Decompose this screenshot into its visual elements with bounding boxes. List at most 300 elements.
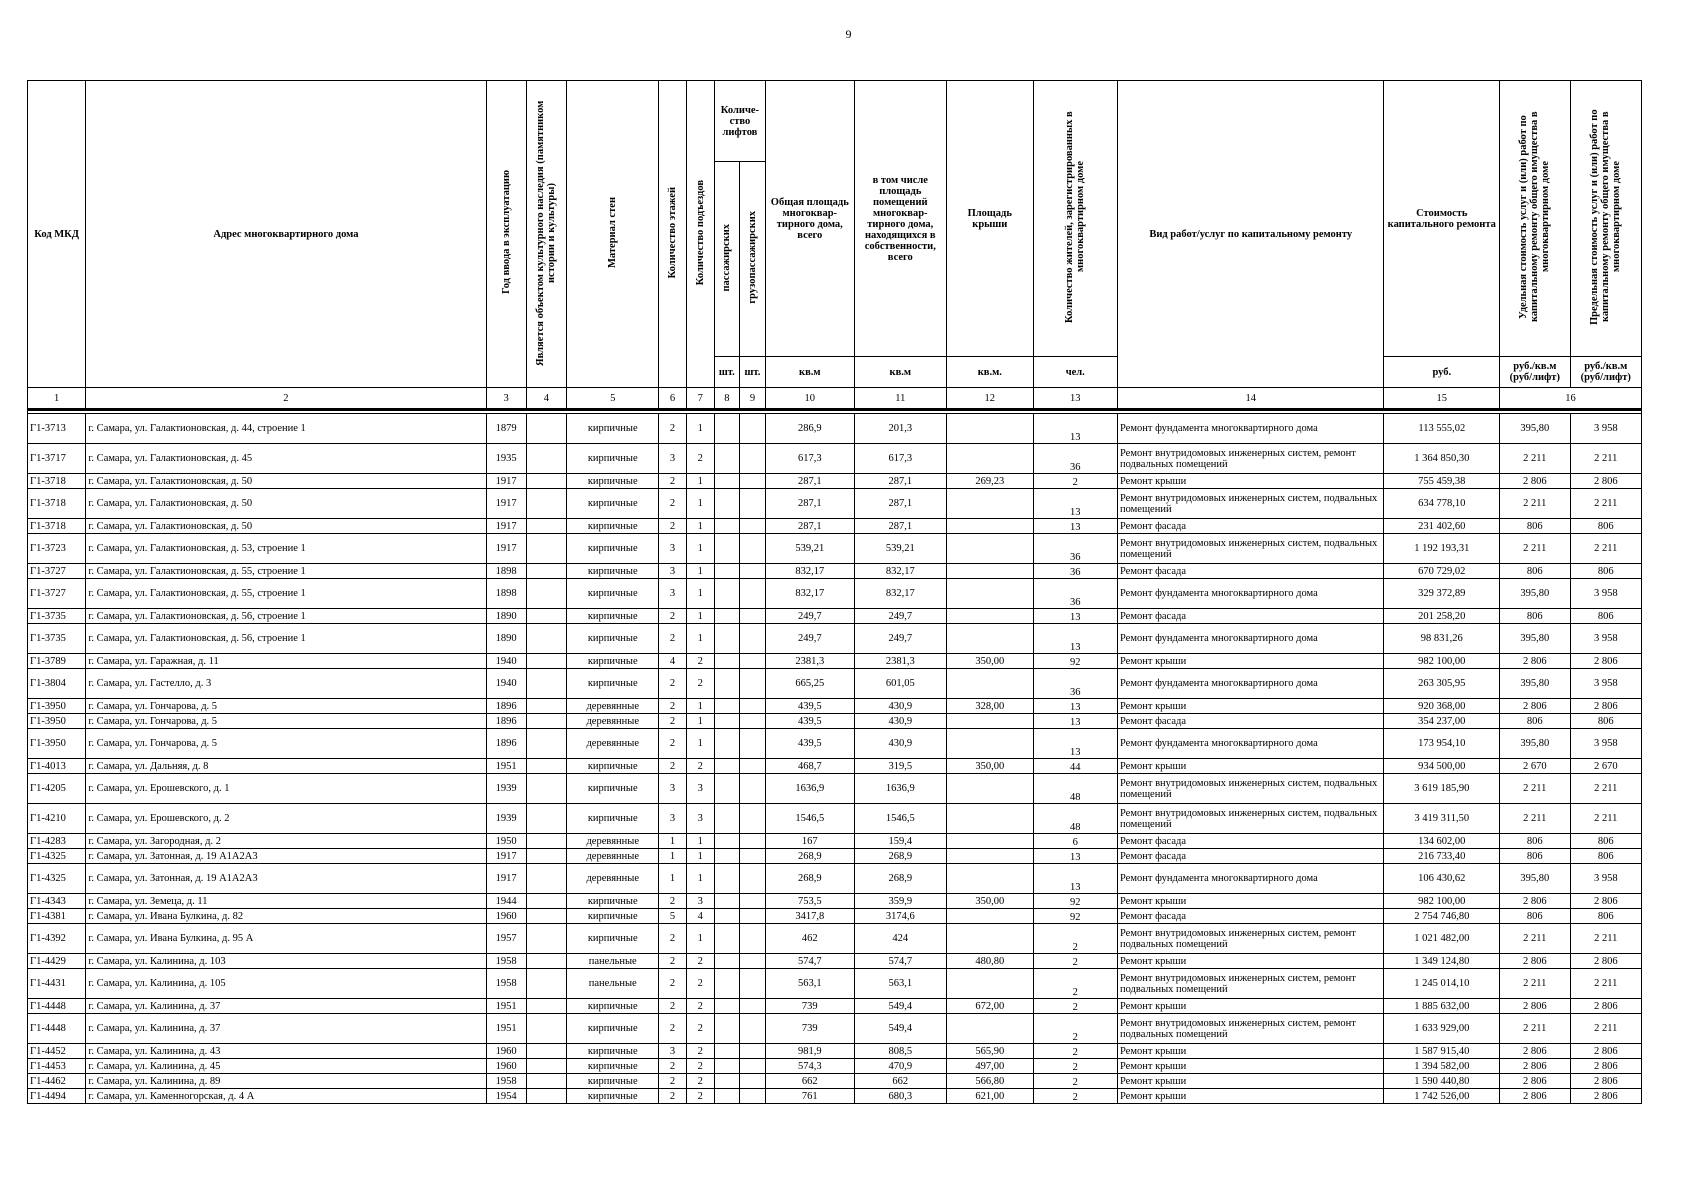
cost-cell: 231 402,60 bbox=[1384, 519, 1500, 534]
unit-cost: руб. bbox=[1384, 357, 1500, 388]
year-cell: 1939 bbox=[486, 774, 526, 804]
mkd-code: Г1-3717 bbox=[28, 444, 86, 474]
lifts-passenger-cell bbox=[714, 969, 739, 999]
header-cost: Стоимость капитального ремонта bbox=[1384, 81, 1500, 357]
roof-area-cell bbox=[947, 624, 1033, 654]
residents-cell: 92 bbox=[1033, 894, 1117, 909]
lifts-cargo-cell bbox=[739, 729, 765, 759]
year-cell: 1898 bbox=[486, 579, 526, 609]
heritage-cell bbox=[526, 1014, 566, 1044]
mkd-code: Г1-3723 bbox=[28, 534, 86, 564]
roof-area-cell: 497,00 bbox=[947, 1059, 1033, 1074]
unit-cost-cell: 395,80 bbox=[1500, 669, 1570, 699]
total-area-cell: 574,3 bbox=[766, 1059, 854, 1074]
table-row bbox=[28, 834, 1642, 849]
unit-cost-cell: 2 806 bbox=[1500, 999, 1570, 1014]
address-cell: г. Самара, ул. Галактионовская, д. 55, строение 1 bbox=[86, 564, 486, 579]
cost-cell: 1 192 193,31 bbox=[1384, 534, 1500, 564]
mkd-code: Г1-4494 bbox=[28, 1089, 86, 1104]
table-row bbox=[28, 774, 1642, 804]
table-row bbox=[28, 909, 1642, 924]
header-code: Код МКД bbox=[28, 81, 86, 388]
heritage-cell bbox=[526, 1074, 566, 1089]
owned-area-cell: 617,3 bbox=[854, 444, 947, 474]
mkd-code: Г1-4448 bbox=[28, 1014, 86, 1044]
material-cell: кирпичные bbox=[566, 924, 659, 954]
roof-area-cell bbox=[947, 849, 1033, 864]
table-row bbox=[28, 669, 1642, 699]
col-number: 15 bbox=[1384, 388, 1500, 410]
work-type-cell: Ремонт фундамента многоквартирного дома bbox=[1117, 624, 1383, 654]
roof-area-cell bbox=[947, 489, 1033, 519]
header-floors-text: Количество этажей bbox=[667, 186, 679, 279]
entrances-cell: 1 bbox=[686, 414, 714, 444]
col-number: 9 bbox=[739, 388, 765, 410]
mkd-code: Г1-3950 bbox=[28, 699, 86, 714]
mkd-code: Г1-4392 bbox=[28, 924, 86, 954]
material-cell: кирпичные bbox=[566, 1089, 659, 1104]
material-cell: кирпичные bbox=[566, 774, 659, 804]
year-cell: 1935 bbox=[486, 444, 526, 474]
header-lifts-cargo-text: грузопассажирских bbox=[746, 211, 758, 304]
work-type-cell: Ремонт крыши bbox=[1117, 474, 1383, 489]
max-cost-cell: 2 806 bbox=[1570, 1044, 1642, 1059]
lifts-cargo-cell bbox=[739, 864, 765, 894]
cost-cell: 1 245 014,10 bbox=[1384, 969, 1500, 999]
owned-area-cell: 680,3 bbox=[854, 1089, 947, 1104]
table-row bbox=[28, 954, 1642, 969]
total-area-cell: 468,7 bbox=[766, 759, 854, 774]
table-row bbox=[28, 414, 1642, 444]
residents-cell: 13 bbox=[1033, 609, 1117, 624]
work-type-cell: Ремонт внутридомовых инженерных систем, ремонт подвальных помещений bbox=[1117, 1014, 1383, 1044]
residents-cell: 13 bbox=[1033, 729, 1117, 759]
header-residents bbox=[1033, 81, 1117, 357]
owned-area-cell: 287,1 bbox=[854, 519, 947, 534]
max-cost-cell: 3 958 bbox=[1570, 864, 1642, 894]
header-lifts-passenger-text: пассажирских bbox=[721, 223, 733, 292]
address-cell: г. Самара, ул. Галактионовская, д. 50 bbox=[86, 474, 486, 489]
lifts-cargo-cell bbox=[739, 579, 765, 609]
max-cost-cell: 806 bbox=[1570, 564, 1642, 579]
address-cell: г. Самара, ул. Загородная, д. 2 bbox=[86, 834, 486, 849]
cost-cell: 1 742 526,00 bbox=[1384, 1089, 1500, 1104]
max-cost-cell: 3 958 bbox=[1570, 414, 1642, 444]
roof-area-cell: 480,80 bbox=[947, 954, 1033, 969]
roof-area-cell bbox=[947, 834, 1033, 849]
year-cell: 1917 bbox=[486, 474, 526, 489]
mkd-code: Г1-4453 bbox=[28, 1059, 86, 1074]
total-area-cell: 287,1 bbox=[766, 489, 854, 519]
residents-cell: 48 bbox=[1033, 774, 1117, 804]
floors-cell: 3 bbox=[659, 774, 686, 804]
residents-cell: 13 bbox=[1033, 519, 1117, 534]
mkd-code: Г1-4429 bbox=[28, 954, 86, 969]
year-cell: 1917 bbox=[486, 864, 526, 894]
lifts-cargo-cell bbox=[739, 1014, 765, 1044]
material-cell: деревянные bbox=[566, 834, 659, 849]
header-max-cost bbox=[1570, 81, 1642, 357]
header-work-type: Вид работ/услуг по капитальному ремонту bbox=[1117, 81, 1383, 388]
total-area-cell: 287,1 bbox=[766, 519, 854, 534]
unit-cost-cell: 2 670 bbox=[1500, 759, 1570, 774]
lifts-passenger-cell bbox=[714, 669, 739, 699]
work-type-cell: Ремонт фундамента многоквартирного дома bbox=[1117, 669, 1383, 699]
floors-cell: 1 bbox=[659, 849, 686, 864]
floors-cell: 2 bbox=[659, 954, 686, 969]
unit-roof-area: кв.м. bbox=[947, 357, 1033, 388]
entrances-cell: 1 bbox=[686, 849, 714, 864]
year-cell: 1954 bbox=[486, 1089, 526, 1104]
work-type-cell: Ремонт внутридомовых инженерных систем, подвальных помещений bbox=[1117, 489, 1383, 519]
heritage-cell bbox=[526, 654, 566, 669]
table-row bbox=[28, 714, 1642, 729]
header-max-cost-text: Предельная стоимость услуг и (или) работ по капитальному ремонту общего имущества в многоквартирном доме bbox=[1589, 109, 1623, 325]
lifts-passenger-cell bbox=[714, 564, 739, 579]
floors-cell: 2 bbox=[659, 999, 686, 1014]
entrances-cell: 4 bbox=[686, 909, 714, 924]
heritage-cell bbox=[526, 1044, 566, 1059]
entrances-cell: 2 bbox=[686, 1014, 714, 1044]
lifts-cargo-cell bbox=[739, 774, 765, 804]
floors-cell: 3 bbox=[659, 579, 686, 609]
max-cost-cell: 2 806 bbox=[1570, 1059, 1642, 1074]
max-cost-cell: 806 bbox=[1570, 909, 1642, 924]
unit-cost-cell: 2 806 bbox=[1500, 1089, 1570, 1104]
roof-area-cell: 328,00 bbox=[947, 699, 1033, 714]
mkd-code: Г1-4210 bbox=[28, 804, 86, 834]
cost-cell: 2 754 746,80 bbox=[1384, 909, 1500, 924]
material-cell: кирпичные bbox=[566, 669, 659, 699]
mkd-code: Г1-4343 bbox=[28, 894, 86, 909]
table-row bbox=[28, 489, 1642, 519]
unit-cost-cell: 395,80 bbox=[1500, 624, 1570, 654]
cost-cell: 1 349 124,80 bbox=[1384, 954, 1500, 969]
floors-cell: 4 bbox=[659, 654, 686, 669]
max-cost-cell: 806 bbox=[1570, 519, 1642, 534]
lifts-cargo-cell bbox=[739, 1059, 765, 1074]
work-type-cell: Ремонт крыши bbox=[1117, 654, 1383, 669]
lifts-passenger-cell bbox=[714, 999, 739, 1014]
material-cell: кирпичные bbox=[566, 1059, 659, 1074]
entrances-cell: 1 bbox=[686, 729, 714, 759]
mkd-code: Г1-3804 bbox=[28, 669, 86, 699]
residents-cell: 92 bbox=[1033, 909, 1117, 924]
lifts-passenger-cell bbox=[714, 1059, 739, 1074]
total-area-cell: 249,7 bbox=[766, 624, 854, 654]
max-cost-cell: 2 211 bbox=[1570, 489, 1642, 519]
address-cell: г. Самара, ул. Галактионовская, д. 56, строение 1 bbox=[86, 624, 486, 654]
roof-area-cell bbox=[947, 909, 1033, 924]
table-row bbox=[28, 444, 1642, 474]
entrances-cell: 3 bbox=[686, 894, 714, 909]
col-number: 4 bbox=[526, 388, 566, 410]
max-cost-cell: 2 806 bbox=[1570, 654, 1642, 669]
lifts-passenger-cell bbox=[714, 609, 739, 624]
header-entrances-text: Количество подъездов bbox=[694, 179, 706, 286]
heritage-cell bbox=[526, 534, 566, 564]
residents-cell: 2 bbox=[1033, 1044, 1117, 1059]
owned-area-cell: 808,5 bbox=[854, 1044, 947, 1059]
entrances-cell: 2 bbox=[686, 654, 714, 669]
material-cell: кирпичные bbox=[566, 579, 659, 609]
unit-unit-cost: руб./кв.м (руб/лифт) bbox=[1500, 357, 1570, 388]
unit-cost-cell: 2 806 bbox=[1500, 1059, 1570, 1074]
table-row bbox=[28, 609, 1642, 624]
residents-cell: 2 bbox=[1033, 474, 1117, 489]
lifts-cargo-cell bbox=[739, 699, 765, 714]
entrances-cell: 2 bbox=[686, 999, 714, 1014]
unit-cost-cell: 2 211 bbox=[1500, 534, 1570, 564]
roof-area-cell bbox=[947, 864, 1033, 894]
lifts-cargo-cell bbox=[739, 954, 765, 969]
heritage-cell bbox=[526, 564, 566, 579]
total-area-cell: 539,21 bbox=[766, 534, 854, 564]
cost-cell: 755 459,38 bbox=[1384, 474, 1500, 489]
floors-cell: 2 bbox=[659, 969, 686, 999]
owned-area-cell: 832,17 bbox=[854, 564, 947, 579]
roof-area-cell bbox=[947, 774, 1033, 804]
table-row bbox=[28, 654, 1642, 669]
entrances-cell: 3 bbox=[686, 774, 714, 804]
owned-area-cell: 268,9 bbox=[854, 849, 947, 864]
year-cell: 1958 bbox=[486, 969, 526, 999]
mkd-code: Г1-4013 bbox=[28, 759, 86, 774]
table-row bbox=[28, 624, 1642, 654]
total-area-cell: 268,9 bbox=[766, 864, 854, 894]
lifts-passenger-cell bbox=[714, 954, 739, 969]
mkd-code: Г1-3718 bbox=[28, 489, 86, 519]
year-cell: 1896 bbox=[486, 714, 526, 729]
lifts-passenger-cell bbox=[714, 1089, 739, 1104]
unit-cost-cell: 2 211 bbox=[1500, 804, 1570, 834]
heritage-cell bbox=[526, 1089, 566, 1104]
work-type-cell: Ремонт фасада bbox=[1117, 909, 1383, 924]
year-cell: 1917 bbox=[486, 489, 526, 519]
lifts-passenger-cell bbox=[714, 909, 739, 924]
table-row bbox=[28, 804, 1642, 834]
residents-cell: 13 bbox=[1033, 624, 1117, 654]
owned-area-cell: 159,4 bbox=[854, 834, 947, 849]
roof-area-cell: 350,00 bbox=[947, 759, 1033, 774]
header-floors bbox=[659, 81, 686, 388]
owned-area-cell: 574,7 bbox=[854, 954, 947, 969]
unit-cost-cell: 2 806 bbox=[1500, 474, 1570, 489]
roof-area-cell: 350,00 bbox=[947, 654, 1033, 669]
header-year bbox=[486, 81, 526, 388]
lifts-cargo-cell bbox=[739, 999, 765, 1014]
heritage-cell bbox=[526, 894, 566, 909]
cost-cell: 634 778,10 bbox=[1384, 489, 1500, 519]
material-cell: кирпичные bbox=[566, 489, 659, 519]
header-lifts: Количе- ство лифтов bbox=[714, 81, 765, 162]
col-number: 10 bbox=[766, 388, 854, 410]
total-area-cell: 832,17 bbox=[766, 564, 854, 579]
address-cell: г. Самара, ул. Гончарова, д. 5 bbox=[86, 699, 486, 714]
year-cell: 1960 bbox=[486, 909, 526, 924]
max-cost-cell: 2 806 bbox=[1570, 474, 1642, 489]
total-area-cell: 3417,8 bbox=[766, 909, 854, 924]
floors-cell: 2 bbox=[659, 1014, 686, 1044]
lifts-passenger-cell bbox=[714, 1044, 739, 1059]
mkd-code: Г1-3950 bbox=[28, 714, 86, 729]
cost-cell: 982 100,00 bbox=[1384, 654, 1500, 669]
cost-cell: 1 587 915,40 bbox=[1384, 1044, 1500, 1059]
work-type-cell: Ремонт внутридомовых инженерных систем, подвальных помещений bbox=[1117, 774, 1383, 804]
lifts-passenger-cell bbox=[714, 1014, 739, 1044]
entrances-cell: 1 bbox=[686, 864, 714, 894]
address-cell: г. Самара, ул. Гастелло, д. 3 bbox=[86, 669, 486, 699]
mkd-code: Г1-4448 bbox=[28, 999, 86, 1014]
lifts-cargo-cell bbox=[739, 414, 765, 444]
residents-cell: 13 bbox=[1033, 849, 1117, 864]
lifts-cargo-cell bbox=[739, 564, 765, 579]
material-cell: кирпичные bbox=[566, 564, 659, 579]
material-cell: деревянные bbox=[566, 849, 659, 864]
col-number: 1 bbox=[28, 388, 86, 410]
owned-area-cell: 470,9 bbox=[854, 1059, 947, 1074]
work-type-cell: Ремонт фундамента многоквартирного дома bbox=[1117, 414, 1383, 444]
entrances-cell: 1 bbox=[686, 624, 714, 654]
col-number: 16 bbox=[1500, 388, 1642, 410]
material-cell: кирпичные bbox=[566, 624, 659, 654]
max-cost-cell: 3 958 bbox=[1570, 579, 1642, 609]
table-row bbox=[28, 924, 1642, 954]
residents-cell: 13 bbox=[1033, 414, 1117, 444]
col-number: 11 bbox=[854, 388, 947, 410]
entrances-cell: 1 bbox=[686, 519, 714, 534]
cost-cell: 263 305,95 bbox=[1384, 669, 1500, 699]
max-cost-cell: 806 bbox=[1570, 834, 1642, 849]
lifts-passenger-cell bbox=[714, 864, 739, 894]
work-type-cell: Ремонт внутридомовых инженерных систем, ремонт подвальных помещений bbox=[1117, 444, 1383, 474]
floors-cell: 2 bbox=[659, 894, 686, 909]
residents-cell: 2 bbox=[1033, 1074, 1117, 1089]
max-cost-cell: 2 211 bbox=[1570, 969, 1642, 999]
unit-cost-cell: 2 806 bbox=[1500, 654, 1570, 669]
heritage-cell bbox=[526, 699, 566, 714]
address-cell: г. Самара, ул. Галактионовская, д. 50 bbox=[86, 489, 486, 519]
owned-area-cell: 287,1 bbox=[854, 474, 947, 489]
roof-area-cell bbox=[947, 804, 1033, 834]
owned-area-cell: 1546,5 bbox=[854, 804, 947, 834]
table-header bbox=[28, 81, 1642, 410]
heritage-cell bbox=[526, 834, 566, 849]
entrances-cell: 2 bbox=[686, 1074, 714, 1089]
roof-area-cell bbox=[947, 534, 1033, 564]
year-cell: 1898 bbox=[486, 564, 526, 579]
max-cost-cell: 3 958 bbox=[1570, 729, 1642, 759]
unit-cost-cell: 2 211 bbox=[1500, 444, 1570, 474]
roof-area-cell: 565,90 bbox=[947, 1044, 1033, 1059]
unit-cost-cell: 806 bbox=[1500, 714, 1570, 729]
floors-cell: 2 bbox=[659, 924, 686, 954]
cost-cell: 354 237,00 bbox=[1384, 714, 1500, 729]
header-unit-cost-text: Удельная стоимость услуг и (или) работ по капитальному ремонту общего имущества в многоквартирном доме bbox=[1518, 111, 1552, 323]
col-number: 7 bbox=[686, 388, 714, 410]
floors-cell: 2 bbox=[659, 414, 686, 444]
unit-cost-cell: 806 bbox=[1500, 849, 1570, 864]
owned-area-cell: 359,9 bbox=[854, 894, 947, 909]
table-row bbox=[28, 864, 1642, 894]
heritage-cell bbox=[526, 444, 566, 474]
address-cell: г. Самара, ул. Калинина, д. 105 bbox=[86, 969, 486, 999]
heritage-cell bbox=[526, 624, 566, 654]
max-cost-cell: 2 806 bbox=[1570, 699, 1642, 714]
entrances-cell: 1 bbox=[686, 579, 714, 609]
year-cell: 1939 bbox=[486, 804, 526, 834]
owned-area-cell: 1636,9 bbox=[854, 774, 947, 804]
max-cost-cell: 3 958 bbox=[1570, 624, 1642, 654]
material-cell: кирпичные bbox=[566, 759, 659, 774]
lifts-cargo-cell bbox=[739, 759, 765, 774]
capital-repair-table bbox=[27, 80, 1642, 1104]
roof-area-cell bbox=[947, 414, 1033, 444]
col-number: 5 bbox=[566, 388, 659, 410]
unit-cost-cell: 806 bbox=[1500, 609, 1570, 624]
floors-cell: 2 bbox=[659, 759, 686, 774]
entrances-cell: 1 bbox=[686, 474, 714, 489]
col-number: 13 bbox=[1033, 388, 1117, 410]
unit-cost-cell: 806 bbox=[1500, 519, 1570, 534]
lifts-cargo-cell bbox=[739, 834, 765, 849]
address-cell: г. Самара, ул. Гончарова, д. 5 bbox=[86, 714, 486, 729]
address-cell: г. Самара, ул. Ерошевского, д. 1 bbox=[86, 774, 486, 804]
work-type-cell: Ремонт фундамента многоквартирного дома bbox=[1117, 579, 1383, 609]
owned-area-cell: 249,7 bbox=[854, 624, 947, 654]
year-cell: 1890 bbox=[486, 609, 526, 624]
lifts-passenger-cell bbox=[714, 759, 739, 774]
work-type-cell: Ремонт фасада bbox=[1117, 834, 1383, 849]
lifts-passenger-cell bbox=[714, 534, 739, 564]
header-roof-area: Площадь крыши bbox=[947, 81, 1033, 357]
roof-area-cell bbox=[947, 609, 1033, 624]
owned-area-cell: 832,17 bbox=[854, 579, 947, 609]
mkd-code: Г1-4462 bbox=[28, 1074, 86, 1089]
residents-cell: 2 bbox=[1033, 1014, 1117, 1044]
owned-area-cell: 549,4 bbox=[854, 999, 947, 1014]
residents-cell: 36 bbox=[1033, 579, 1117, 609]
work-type-cell: Ремонт фасада bbox=[1117, 519, 1383, 534]
floors-cell: 2 bbox=[659, 1089, 686, 1104]
unit-lift-c: шт. bbox=[739, 357, 765, 388]
year-cell: 1951 bbox=[486, 1014, 526, 1044]
material-cell: кирпичные bbox=[566, 909, 659, 924]
lifts-passenger-cell bbox=[714, 924, 739, 954]
heritage-cell bbox=[526, 669, 566, 699]
cost-cell: 982 100,00 bbox=[1384, 894, 1500, 909]
cost-cell: 134 602,00 bbox=[1384, 834, 1500, 849]
max-cost-cell: 2 211 bbox=[1570, 774, 1642, 804]
lifts-passenger-cell bbox=[714, 699, 739, 714]
year-cell: 1940 bbox=[486, 669, 526, 699]
page-number: 9 bbox=[845, 27, 852, 41]
residents-cell: 92 bbox=[1033, 654, 1117, 669]
heritage-cell bbox=[526, 759, 566, 774]
material-cell: кирпичные bbox=[566, 804, 659, 834]
year-cell: 1960 bbox=[486, 1044, 526, 1059]
total-area-cell: 249,7 bbox=[766, 609, 854, 624]
unit-owned-area: кв.м bbox=[854, 357, 947, 388]
residents-cell: 13 bbox=[1033, 864, 1117, 894]
owned-area-cell: 662 bbox=[854, 1074, 947, 1089]
unit-total-area: кв.м bbox=[766, 357, 854, 388]
work-type-cell: Ремонт фасада bbox=[1117, 849, 1383, 864]
entrances-cell: 2 bbox=[686, 1044, 714, 1059]
work-type-cell: Ремонт фасада bbox=[1117, 714, 1383, 729]
cost-cell: 934 500,00 bbox=[1384, 759, 1500, 774]
heritage-cell bbox=[526, 774, 566, 804]
